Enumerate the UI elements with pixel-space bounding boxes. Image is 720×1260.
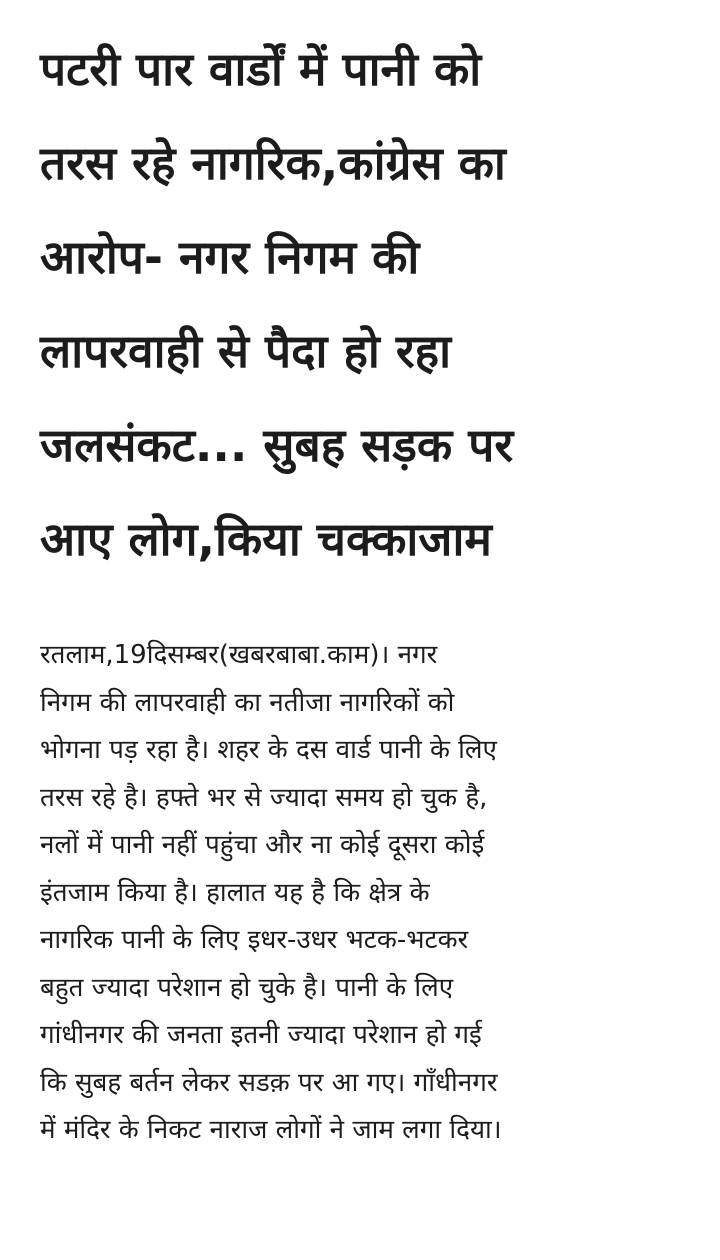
article-body [40,632,502,1155]
headline-line: आरोप- नगर निगम की [40,230,420,284]
body-line: रतलाम,19दिसम्बर(खबरबाबा.काम)। नगर [40,640,438,670]
headline-line: आए लोग,किया चक्काजाम [40,512,492,566]
body-line: कि सुबह बर्तन लेकर सडक़ पर आ गए। गाँधीनगर [40,1067,498,1098]
body-line: नागरिक पानी के लिए इधर-उधर भटक-भटकर [40,925,469,955]
body-line: इंतजाम किया है। हालात यह है कि क्षेत्र के [40,877,430,908]
body-line: नलों में पानी नहीं पहुंचा और ना कोई दूसरा कोई [40,830,485,860]
body-line: में मंदिर के निकट नाराज लोगों ने जाम लगा दिया। [40,1115,502,1145]
news-article [40,22,690,1145]
body-line: बहुत ज्यादा परेशान हो चुके है। पानी के लिए [40,972,454,1003]
headline-line: जलसंकट... सुबह सड़क पर [40,418,514,472]
body-line: निगम की लापरवाही का नतीजा नागरिकों को [40,687,455,718]
body-line: गांधीनगर की जनता इतनी ज्यादा परेशान हो गई [40,1020,482,1050]
headline-line: लापरवाही से पैदा हो रहा [40,324,451,378]
headline-line: पटरी पार वार्डों में पानी को [40,42,482,96]
article-headline [40,22,690,586]
body-line: भोगना पड़ रहा है। शहर के दस वार्ड पानी के लिए [40,735,497,765]
body-line: तरस रहे है। हफ्ते भर से ज्यादा समय हो चुक है, [40,782,488,813]
headline-line: तरस रहे नागरिक,कांग्रेस का [40,136,506,190]
